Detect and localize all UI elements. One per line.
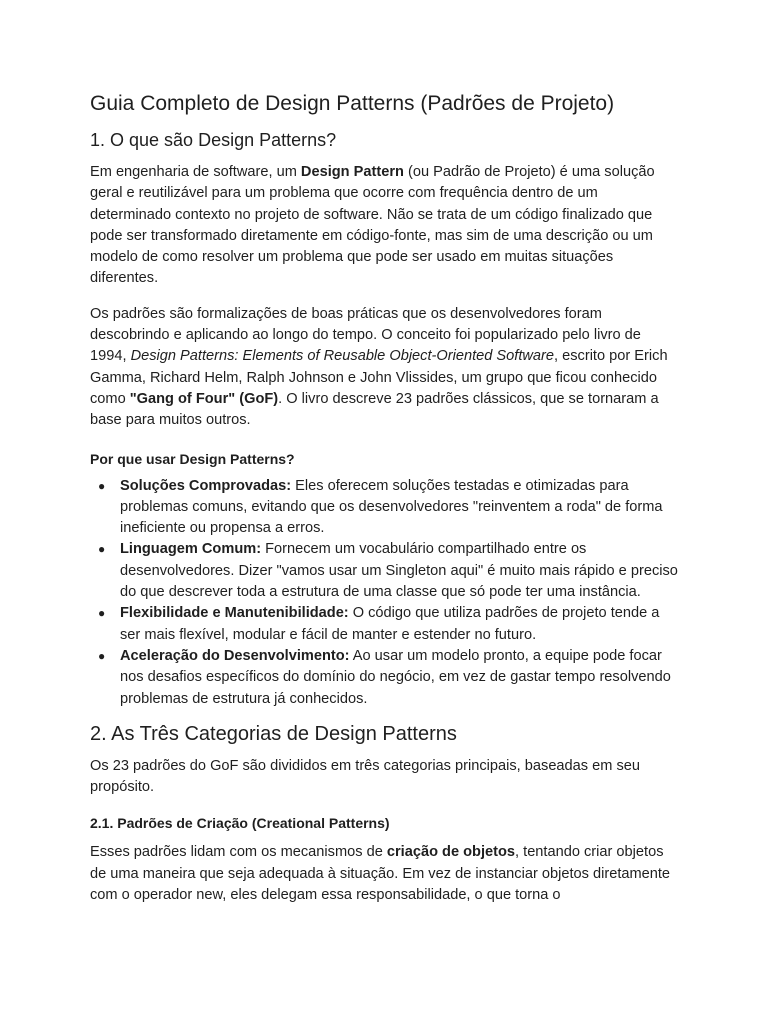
section-1-paragraph-1: [90, 162, 680, 290]
list-item-text: Ao usar um modelo pronto, a equipe pode focar nos desafios específicos do domínio do negócio, em vez de gastar tempo resolvendo problemas de estrutura já conhecidos.: [120, 647, 671, 707]
bold-term-gof: "Gang of Four" (GoF): [129, 390, 279, 407]
list-item: [98, 539, 680, 603]
section-2-1-heading: 2.1. Padrões de Criação (Creational Patterns): [90, 815, 390, 832]
list-item-term: Flexibilidade e Manutenibilidade:: [120, 605, 349, 622]
list-item-text: Eles oferecem soluções testadas e otimizadas para problemas comuns, evitando que os desenvolvedores "reinventem a roda" de forma ineficiente ou propensa a erros.: [120, 477, 663, 537]
book-title: Design Patterns: Elements of Reusable Object-Oriented Software: [130, 348, 555, 365]
why-use-heading: Por que usar Design Patterns?: [90, 450, 295, 467]
section-1-heading: 1. O que são Design Patterns?: [90, 130, 337, 150]
list-item: [98, 476, 680, 540]
text-run: (ou Padrão de Projeto) é uma solução geral e reutilizável para um problema que ocorre com frequência dentro de um determinado contexto no projeto de software. Não se trata de um código finalizado que pode ser transformado diretamente em código-fonte, mas sim de uma descrição ou um modelo de como resolver um problema que pode ser usado em muitas situações diferentes.: [90, 164, 655, 287]
bullet-icon: ●: [98, 606, 106, 621]
text-run: , tentando criar objetos de uma maneira que seja adequada à situação. Em vez de instanciar objetos diretamente com o operador new, eles delegam essa responsabilidade, o que torna o: [90, 844, 671, 904]
text-run: . O livro descreve 23 padrões clássicos, que se tornaram a base para muitos outros.: [90, 390, 659, 429]
bold-term-design-pattern: Design Pattern: [300, 164, 404, 180]
list-item-text: Fornecem um vocabulário compartilhado entre os desenvolvedores. Dizer "vamos usar um Singleton aqui" é muito mais rápido e preciso do que descrever toda a estrutura de uma classe que só pode ter uma instância.: [120, 541, 678, 601]
bullet-icon: ●: [98, 648, 106, 663]
section-2-1-paragraph: [90, 842, 680, 906]
list-item-term: Linguagem Comum:: [120, 541, 262, 558]
text-run: , escrito por Erich Gamma, Richard Helm, Ralph Johnson e John Vlissides, um grupo que ficou conhecido como: [90, 348, 668, 407]
list-item-text: O código que utiliza padrões de projeto tende a ser mais flexível, modular e fácil de manter e estender no futuro.: [120, 605, 660, 643]
section-2-intro: Os 23 padrões do GoF são divididos em três categorias principais, baseadas em seu propósito.: [90, 757, 640, 796]
bullet-icon: ●: [98, 542, 106, 557]
list-item-term: Soluções Comprovadas:: [120, 477, 292, 494]
text-run: Os padrões são formalizações de boas práticas que os desenvolvedores foram descobrindo e aplicando ao longo do tempo. O conceito foi popularizado pelo livro de 1994,: [90, 305, 641, 365]
section-2-heading: 2. As Três Categorias de Design Patterns: [90, 722, 457, 745]
benefits-list: [90, 476, 680, 710]
list-item: [98, 603, 680, 646]
document-title: Guia Completo de Design Patterns (Padrões de Projeto): [90, 92, 615, 115]
list-item: [98, 646, 680, 710]
text-run: Em engenharia de software, um: [90, 164, 301, 180]
section-1-paragraph-2: [90, 304, 680, 432]
list-item-term: Aceleração do Desenvolvimento:: [120, 647, 350, 664]
text-run: Esses padrões lidam com os mecanismos de: [90, 844, 387, 861]
bullet-icon: ●: [98, 478, 106, 493]
bold-term-object-creation: criação de objetos: [386, 844, 516, 861]
